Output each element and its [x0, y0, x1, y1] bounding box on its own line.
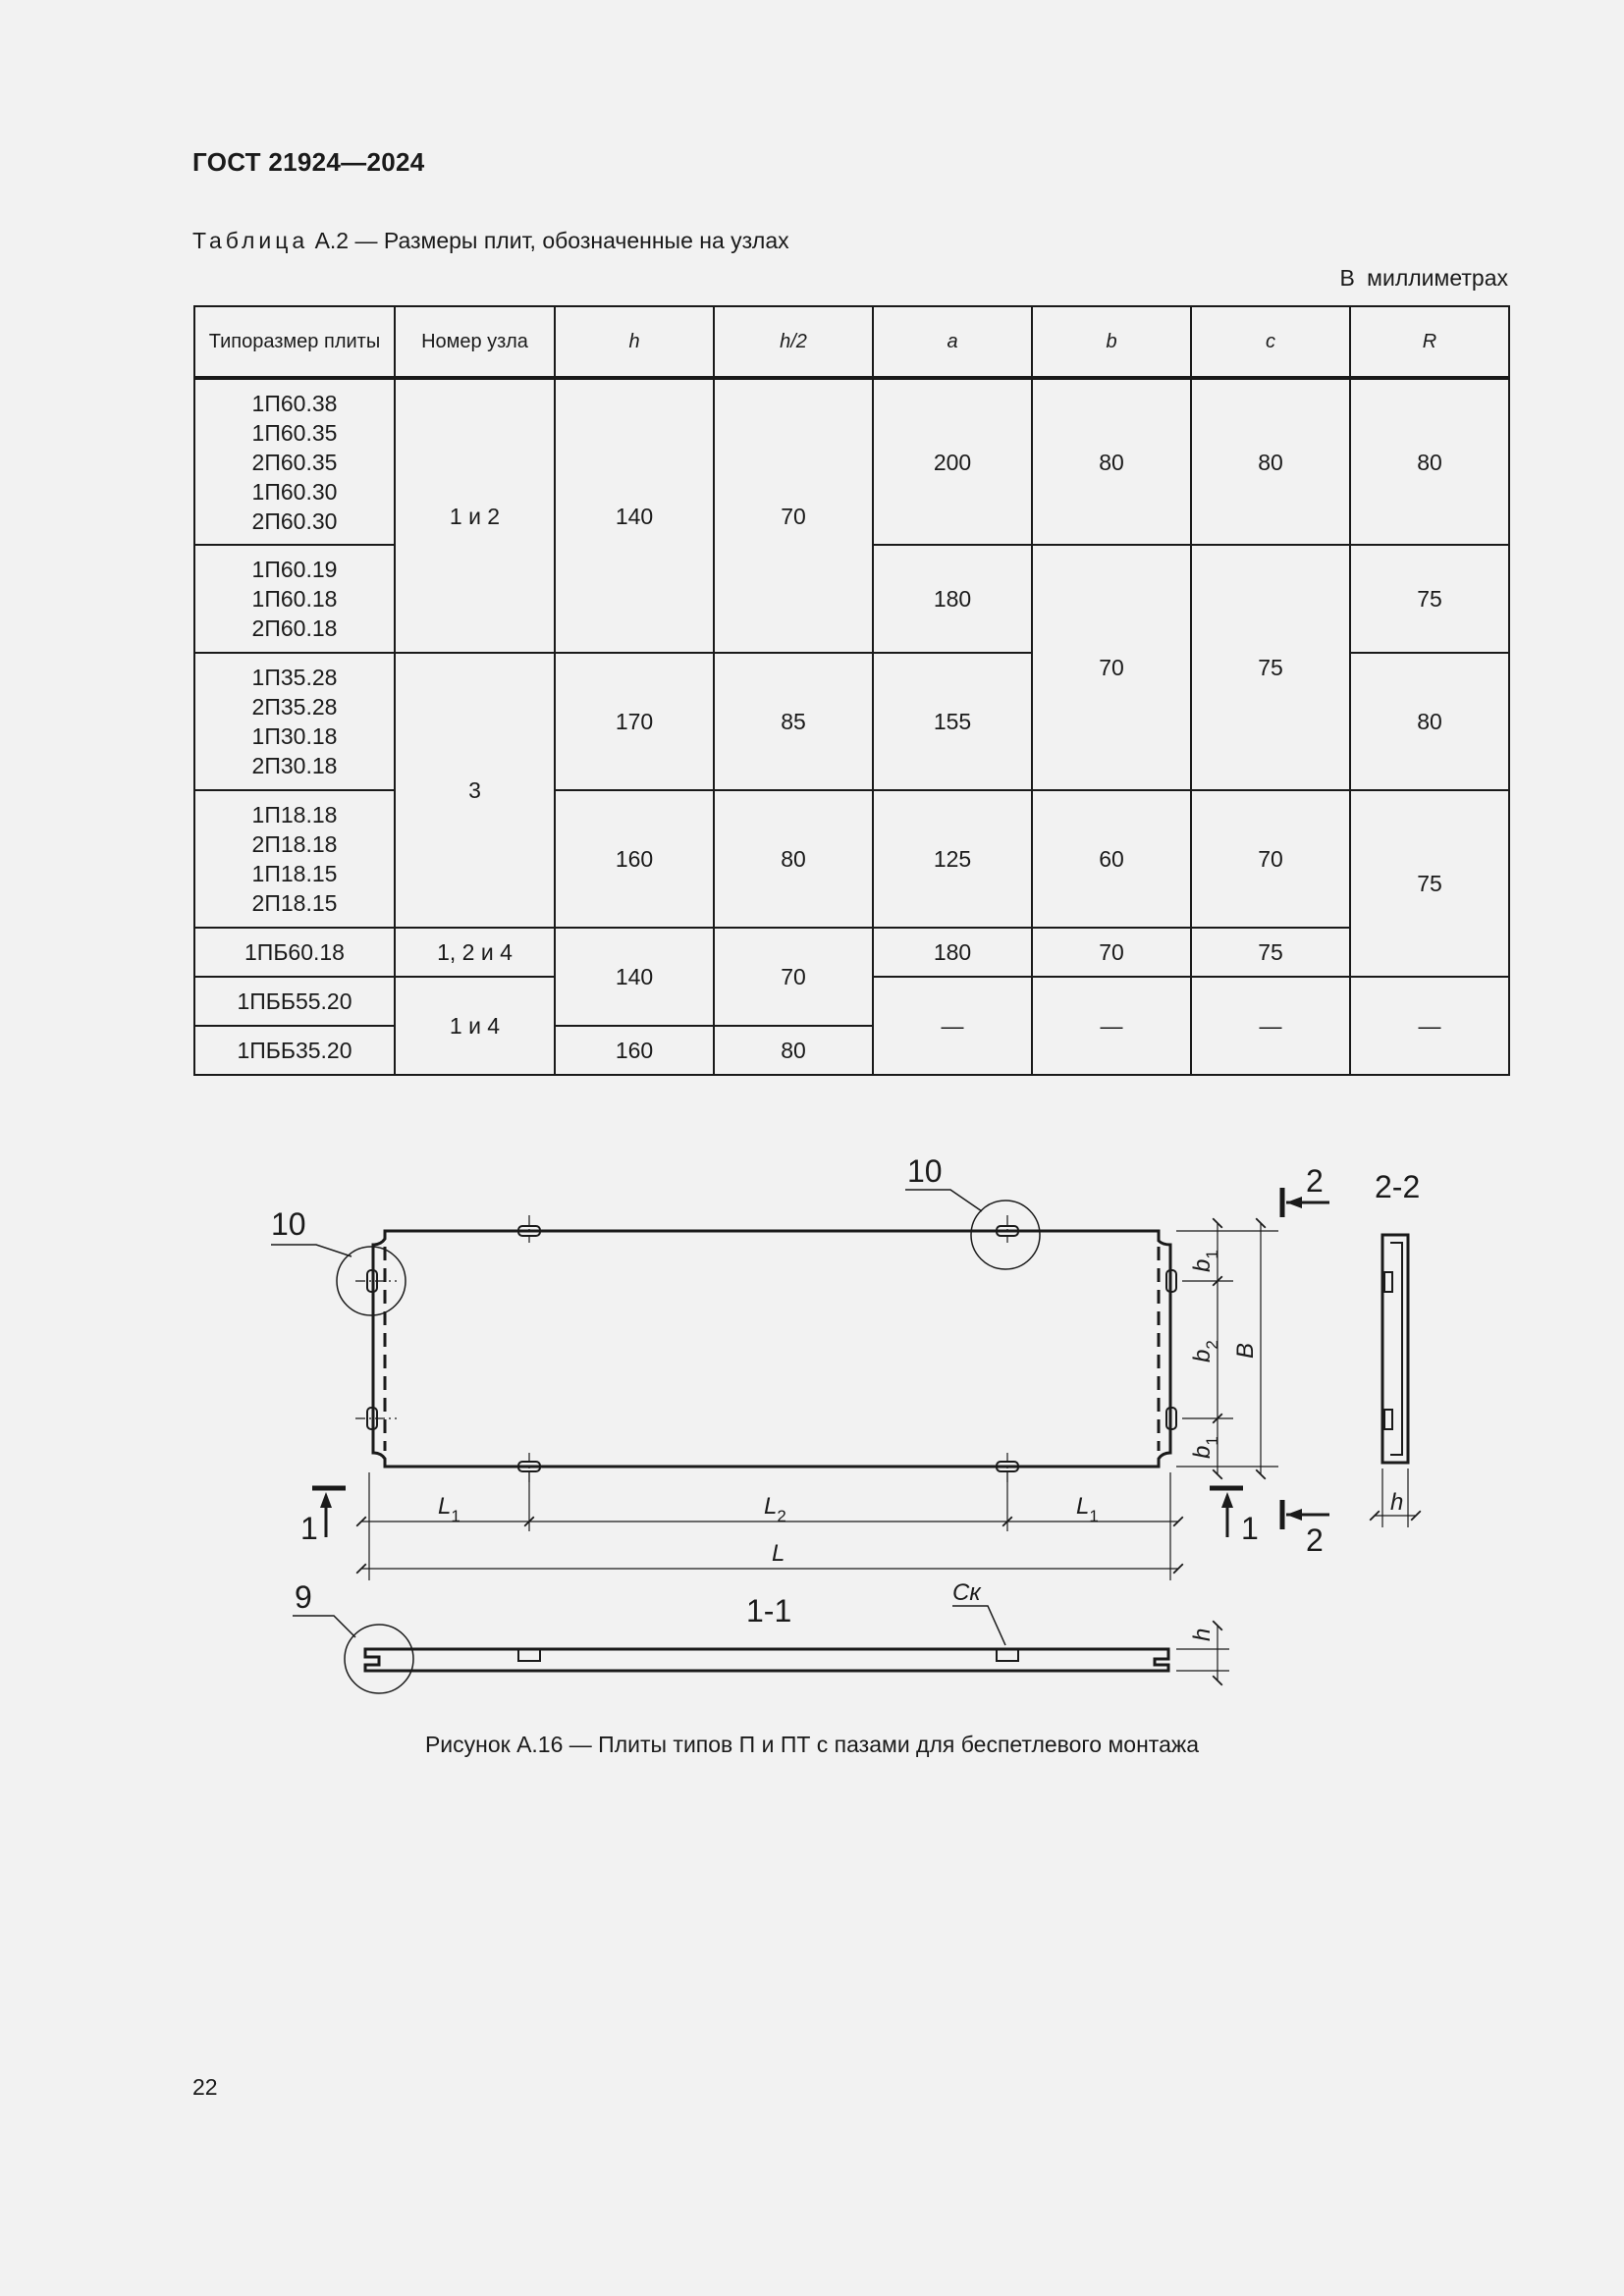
label-b2-letter: b — [1189, 1349, 1216, 1362]
plan-view — [271, 1190, 1176, 1482]
h-half-cell: 70 — [714, 928, 873, 1026]
node-cell: 1 и 4 — [395, 977, 555, 1075]
label-10-left: 10 — [271, 1206, 306, 1242]
leader-10-left — [271, 1245, 352, 1256]
type-name: 1П18.15 — [251, 861, 338, 886]
section-markers — [312, 1188, 1329, 1537]
col-header-h: h — [555, 306, 714, 378]
label-b1-top-letter: b — [1189, 1258, 1216, 1272]
document-header: ГОСТ 21924—2024 — [192, 147, 425, 177]
label-b1-top — [1189, 1250, 1221, 1272]
c-cell: — — [1191, 977, 1350, 1075]
label-9: 9 — [295, 1579, 312, 1615]
c-cell: 80 — [1191, 378, 1350, 545]
R-cell: 80 — [1350, 653, 1509, 790]
figure-caption: Рисунок А.16 — Плиты типов П и ПТ с пазами для беспетлевого монтажа — [424, 1732, 1200, 1757]
dimension-labels — [438, 1250, 1403, 1641]
label-b1-bottom — [1189, 1436, 1221, 1459]
label-L1-left — [438, 1493, 460, 1525]
b-cell: 70 — [1032, 928, 1191, 977]
label-b1-bottom-sub: 1 — [1203, 1436, 1221, 1446]
type-name: 2П18.18 — [251, 831, 338, 857]
b-cell: 60 — [1032, 790, 1191, 928]
node-cell: 3 — [395, 653, 555, 928]
table-units: В миллиметрах — [1339, 265, 1508, 291]
type-name: 1П30.18 — [251, 723, 338, 749]
label-10-top: 10 — [907, 1153, 943, 1189]
leader-10-top — [905, 1190, 982, 1211]
label-L2-letter: L — [764, 1493, 778, 1520]
table-caption-prefix: Таблица — [192, 228, 309, 253]
label-b2-sub: 2 — [1203, 1340, 1221, 1350]
h-cell: 160 — [555, 790, 714, 928]
label-b2 — [1189, 1340, 1221, 1362]
type-name: 2П18.15 — [251, 890, 338, 916]
c-cell: 70 — [1191, 790, 1350, 928]
label-section-2-2: 2-2 — [1375, 1169, 1421, 1204]
type-name: 2П35.28 — [251, 694, 338, 720]
col-header-a: a — [873, 306, 1032, 378]
label-L2 — [764, 1493, 786, 1525]
col-header-type: Типоразмер плиты — [194, 306, 395, 378]
label-L1-right — [1076, 1493, 1099, 1525]
label-section-1-left: 1 — [300, 1511, 318, 1546]
page-number: 22 — [192, 2074, 218, 2100]
R-cell: 80 — [1350, 378, 1509, 545]
h-cell: 160 — [555, 1026, 714, 1075]
label-L: L — [772, 1540, 785, 1567]
axis-lines — [355, 1215, 1007, 1482]
type-name: 2П30.18 — [251, 753, 338, 778]
label-ck: Ск — [952, 1579, 981, 1606]
col-header-b: b — [1032, 306, 1191, 378]
label-L1-left-letter: L — [438, 1493, 452, 1520]
plan-dimensions — [361, 1223, 1278, 1580]
a-cell: 155 — [873, 653, 1032, 790]
type-cell: 1ПББ35.20 — [194, 1026, 395, 1075]
a-cell: 200 — [873, 378, 1032, 545]
label-section-2-bottom: 2 — [1306, 1522, 1324, 1558]
slab-outline — [373, 1231, 1170, 1467]
b-cell: 80 — [1032, 378, 1191, 545]
h-half-cell: 80 — [714, 790, 873, 928]
col-header-c: c — [1191, 306, 1350, 378]
h-cell: 140 — [555, 378, 714, 653]
type-name: 1П35.28 — [251, 665, 338, 690]
a-cell: 180 — [873, 928, 1032, 977]
label-section-1-1: 1-1 — [746, 1593, 792, 1629]
type-name: 2П60.30 — [251, 507, 338, 534]
h-half-cell: 85 — [714, 653, 873, 790]
a-cell: 180 — [873, 545, 1032, 653]
section-groove — [518, 1649, 540, 1661]
leader-9 — [293, 1616, 355, 1637]
h-cell: 170 — [555, 653, 714, 790]
type-name: 2П60.18 — [251, 615, 338, 641]
R-cell: 75 — [1350, 790, 1509, 977]
type-name: 1П60.35 — [251, 419, 338, 446]
col-header-h-half: h/2 — [714, 306, 873, 378]
label-h-section: h — [1189, 1628, 1216, 1641]
label-section-2-top: 2 — [1306, 1163, 1324, 1199]
label-L1-right-sub: 1 — [1089, 1507, 1099, 1525]
label-b1-top-sub: 1 — [1203, 1250, 1221, 1259]
label-L2-sub: 2 — [777, 1507, 786, 1525]
section-2-2 — [1375, 1235, 1416, 1527]
a-cell: — — [873, 977, 1032, 1075]
type-name: 1П18.18 — [251, 802, 338, 828]
b-cell: 70 — [1032, 545, 1191, 790]
type-name: 2П60.35 — [251, 449, 338, 475]
type-cell: 1ПББ55.20 — [194, 977, 395, 1026]
type-name: 1П60.19 — [251, 557, 338, 582]
c-cell: 75 — [1191, 545, 1350, 790]
col-header-R: R — [1350, 306, 1509, 378]
type-name: 1П60.18 — [251, 586, 338, 612]
c-cell: 75 — [1191, 928, 1350, 977]
type-name: 1П60.30 — [251, 478, 338, 505]
type-name: 1П60.38 — [251, 390, 338, 416]
table-caption-text: А.2 — Размеры плит, обозначенные на узлах — [308, 228, 789, 253]
R-cell: — — [1350, 977, 1509, 1075]
h-cell: 140 — [555, 928, 714, 1026]
R-cell: 75 — [1350, 545, 1509, 653]
type-cell: 1ПБ60.18 — [194, 928, 395, 977]
label-L1-right-letter: L — [1076, 1493, 1090, 1520]
label-B: B — [1232, 1342, 1259, 1359]
label-L1-left-sub: 1 — [451, 1507, 460, 1525]
h-half-cell: 70 — [714, 378, 873, 653]
h-half-cell: 80 — [714, 1026, 873, 1075]
section-1-1-outline — [365, 1649, 1168, 1671]
drawing-labels — [271, 1153, 1420, 1629]
label-h-side: h — [1390, 1489, 1404, 1516]
node-cell: 1 и 2 — [395, 378, 555, 653]
label-section-1-right: 1 — [1241, 1511, 1259, 1546]
node-cell: 1, 2 и 4 — [395, 928, 555, 977]
a-cell: 125 — [873, 790, 1032, 928]
leader-ck — [952, 1606, 1005, 1645]
col-header-node: Номер узла — [395, 306, 555, 378]
label-b1-bottom-letter: b — [1189, 1445, 1216, 1459]
b-cell: — — [1032, 977, 1191, 1075]
section-groove — [997, 1649, 1018, 1661]
